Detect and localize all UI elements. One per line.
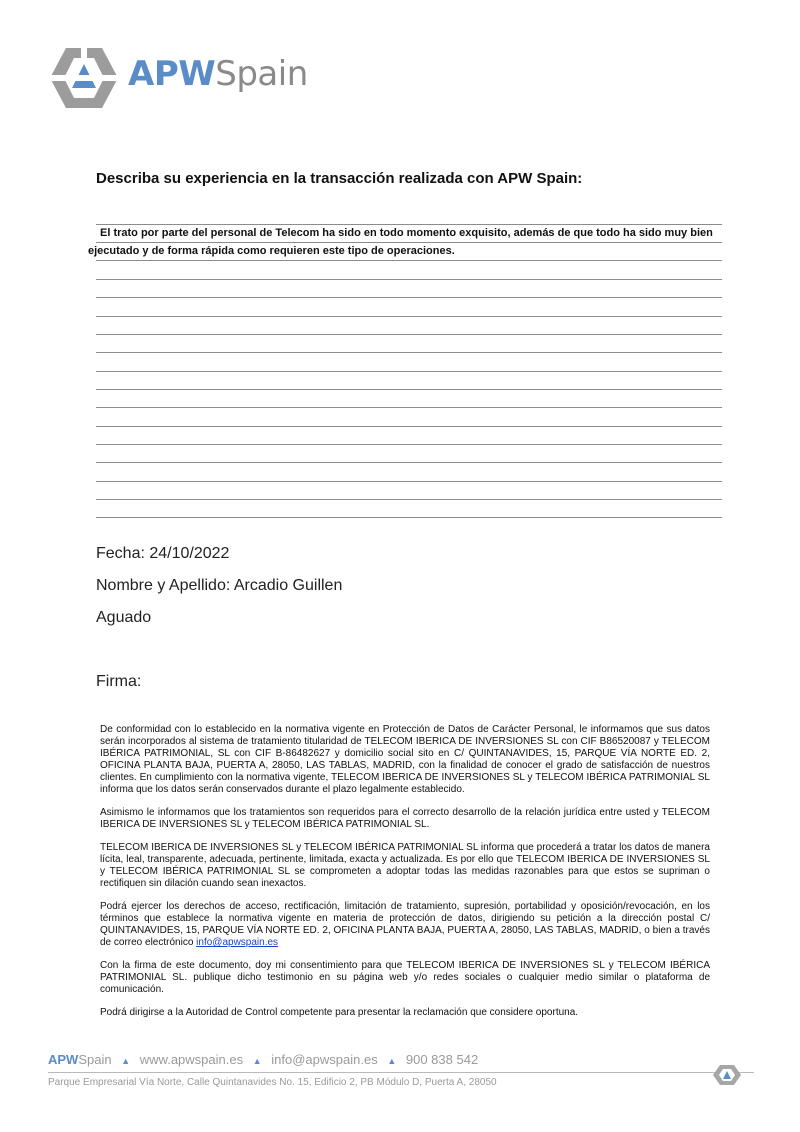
answer-rule (96, 517, 722, 518)
footer-address: Parque Empresarial Vía Norte, Calle Quintanavides No. 15, Edificio 2, PB Módulo D, Puerta A, 28050 (48, 1077, 497, 1088)
triangle-icon: ▲ (387, 1056, 397, 1066)
hexagon-logo-icon (48, 46, 120, 110)
answer-rule (96, 407, 722, 408)
privacy-paragraph: TELECOM IBERICA DE INVERSIONES SL y TELECOM IBÉRICA PATRIMONIAL SL informa que procederá a tratar los datos de manera lícita, leal, transparente, adecuada, pertinente, limitada, exacta y actualizada. Es por ello que TELECOM IBERICA DE INVERSIONES SL y TELECOM IBÉRICA PATRIMONIAL SL se comprometen a adoptar todas las medidas razonables para que estos se supriman o rectifiquen sin dilación cuando sean inexactos. (100, 842, 710, 889)
answer-rule (96, 426, 722, 427)
footer-contact (48, 1052, 478, 1067)
answer-rule (96, 481, 722, 482)
answer-rule (96, 316, 722, 317)
answer-rule (96, 224, 722, 225)
answer-rule (96, 334, 722, 335)
privacy-paragraph-text: Podrá ejercer los derechos de acceso, rectificación, limitación de tratamiento, supresión, portabilidad y oposición/revocación, en los términos que establece la normativa vigente en materia de protección de datos, dirigiendo su petición a la dirección postal C/ QUINTANAVIDES, 15, PARQUE VÍA NORTE ED. 2, OFICINA PLANTA BAJA, PUERTA A, 28050, LAS TABLAS, MADRID, o bien a través de correo electrónico (100, 901, 710, 948)
answer-rule (96, 371, 722, 372)
signature-field: Firma: (96, 673, 142, 690)
answer-rule (96, 444, 722, 445)
answer-text-line-1: El trato por parte del personal de Telecom ha sido en todo momento exquisito, además de que todo ha sido muy bien (100, 227, 713, 239)
footer-logo-icon (712, 1064, 742, 1086)
privacy-paragraph: Con la firma de este documento, doy mi consentimiento para que TELECOM IBERICA DE INVERSIONES SL y TELECOM IBÉRICA PATRIMONIAL SL. publique dicho testimonio en su página web y/o redes sociales o cualquier medio similar o plataforma de comunicación. (100, 960, 710, 995)
answer-rule (96, 260, 722, 261)
answer-rule (96, 389, 722, 390)
email-link[interactable]: info@apwspain.es (196, 937, 279, 948)
answer-rule (96, 352, 722, 353)
date-field: Fecha: 24/10/2022 (96, 545, 230, 562)
privacy-notice (100, 724, 710, 1030)
footer-phone: 900 838 542 (405, 1052, 479, 1067)
answer-rule (96, 297, 722, 298)
name-field: Nombre y Apellido: Arcadio Guillen (96, 577, 343, 594)
privacy-paragraph: Podrá dirigirse a la Autoridad de Control competente para presentar la reclamación que considere oportuna. (100, 1007, 579, 1018)
footer-divider (48, 1072, 754, 1073)
answer-rule (96, 499, 722, 500)
company-logo (48, 46, 318, 110)
logo-brand-a: APW (128, 54, 216, 94)
triangle-icon: ▲ (252, 1056, 262, 1066)
answer-rule (96, 242, 722, 243)
footer-brand-b: Spain (78, 1052, 112, 1067)
privacy-paragraph (100, 901, 710, 949)
name-field-continued: Aguado (96, 609, 152, 626)
footer-brand-a: APW (48, 1052, 79, 1067)
footer-web-link[interactable]: www.apwspain.es (139, 1052, 244, 1067)
logo-brand-b: Spain (215, 54, 308, 94)
triangle-icon: ▲ (121, 1056, 131, 1066)
privacy-paragraph: De conformidad con lo establecido en la normativa vigente en Protección de Datos de Carácter Personal, le informamos que sus datos serán incorporados al sistema de tratamiento titularidad de TELECOM IBERICA DE INVERSIONES SL con CIF B86520087 y TELECOM IBÉRICA PATRIMONIAL, SL con CIF B-86482627 y domicilio social sito en C/ QUINTANAVIDES, 15, PARQUE VÍA NORTE ED. 2, OFICINA PLANTA BAJA, PUERTA A, 28050, LAS TABLAS, MADRID, con la finalidad de conocer el grado de satisfacción de nuestros clientes. En cumplimiento con la normativa vigente, TELECOM IBERICA DE INVERSIONES SL y TELECOM IBÉRICA PATRIMONIAL SL informa que los datos serán conservados durante el plazo legalmente establecido. (100, 724, 710, 795)
logo-wordmark (128, 54, 308, 94)
survey-question: Describa su experiencia en la transacción realizada con APW Spain: (96, 170, 583, 187)
answer-rule (96, 462, 722, 463)
privacy-paragraph: Asimismo le informamos que los tratamientos son requeridos para el correcto desarrollo de la relación jurídica entre usted y TELECOM IBERICA DE INVERSIONES SL y TELECOM IBÉRICA PATRIMONIAL SL. (100, 807, 710, 830)
footer-email-link[interactable]: info@apwspain.es (271, 1052, 378, 1067)
answer-text-line-2: ejecutado y de forma rápida como requieren este tipo de operaciones. (88, 245, 455, 257)
answer-rule (96, 279, 722, 280)
